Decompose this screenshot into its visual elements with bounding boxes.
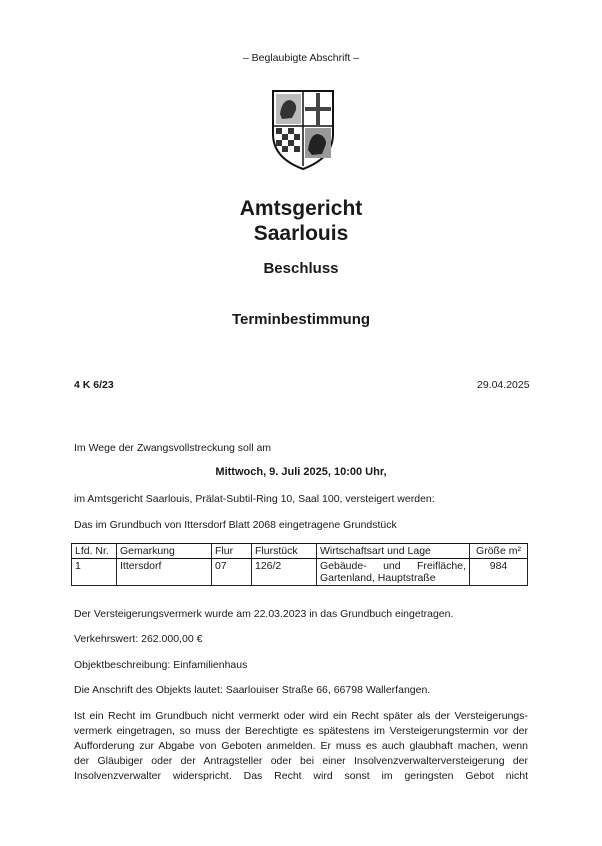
table-row xyxy=(72,559,528,586)
rights-line: Ist ein Recht im Grundbuch nicht vermerkt oder wird ein Recht später als der Versteigerungs- xyxy=(74,710,528,722)
cell-lage-line1: Gebäude- und Freifläche, xyxy=(320,560,466,572)
document-date: 29.04.2025 xyxy=(477,379,530,391)
certified-copy-header: – Beglaubigte Abschrift – xyxy=(242,52,360,64)
cell-groesse: 984 xyxy=(470,559,528,586)
cell-nr: 1 xyxy=(72,559,117,586)
property-intro: Das im Grundbuch von Ittersdorf Blatt 2068 eingetragene Grundstück xyxy=(74,519,397,531)
rights-line: der Gläubiger oder der Antragsteller oder bei einer Insolvenzverwalterversteigerung der xyxy=(74,755,528,767)
cell-lage-line2: Gartenland, Hauptstraße xyxy=(320,572,436,584)
col-header-nr: Lfd. Nr. xyxy=(72,544,117,559)
cell-gemarkung: Ittersdorf xyxy=(117,559,212,586)
rights-paragraph xyxy=(74,709,528,784)
col-header-flurstueck: Flurstück xyxy=(252,544,317,559)
cell-flur: 07 xyxy=(212,559,252,586)
table-header-row xyxy=(72,544,528,559)
cell-lage xyxy=(317,559,470,586)
col-header-gemarkung: Gemarkung xyxy=(117,544,212,559)
col-header-flur: Flur xyxy=(212,544,252,559)
col-header-lage: Wirtschaftsart und Lage xyxy=(317,544,470,559)
col-header-groesse: Größe m² xyxy=(470,544,528,559)
objekt-text: Objektbeschreibung: Einfamilienhaus xyxy=(74,659,248,671)
vermerk-text: Der Versteigerungsvermerk wurde am 22.03.2023 in das Grundbuch eingetragen. xyxy=(74,608,454,620)
document-subject: Terminbestimmung xyxy=(231,311,371,328)
anschrift-text: Die Anschrift des Objekts lautet: Saarlouiser Straße 66, 66798 Wallerfangen. xyxy=(74,684,431,696)
intro-text: Im Wege der Zwangsvollstreckung soll am xyxy=(74,442,272,454)
verkehrswert-text: Verkehrswert: 262.000,00 € xyxy=(74,633,203,645)
coat-of-arms-icon xyxy=(270,88,336,172)
rights-line: Aufforderung zur Abgabe von Geboten anmelden. Er muss es auch glaubhaft machen, wenn xyxy=(74,740,528,752)
location-text: im Amtsgericht Saarlouis, Prälat-Subtil-Ring 10, Saal 100, versteigert werden: xyxy=(74,493,435,505)
appointment-date: Mittwoch, 9. Juli 2025, 10:00 Uhr, xyxy=(215,466,387,478)
parcel-table xyxy=(71,543,528,586)
court-name-line1: Amtsgericht xyxy=(239,197,363,220)
case-number: 4 K 6/23 xyxy=(74,379,114,391)
document-type: Beschluss xyxy=(263,260,339,277)
court-name-line2: Saarlouis xyxy=(253,222,349,245)
rights-line: Insolvenzverwalter widerspricht. Das Recht wird sonst im geringsten Gebot nicht xyxy=(74,770,528,782)
rights-line: vermerk eingetragen, so muss der Berechtigte es spätestens im Versteigerungstermin vor der xyxy=(74,725,528,737)
cell-flurstueck: 126/2 xyxy=(252,559,317,586)
